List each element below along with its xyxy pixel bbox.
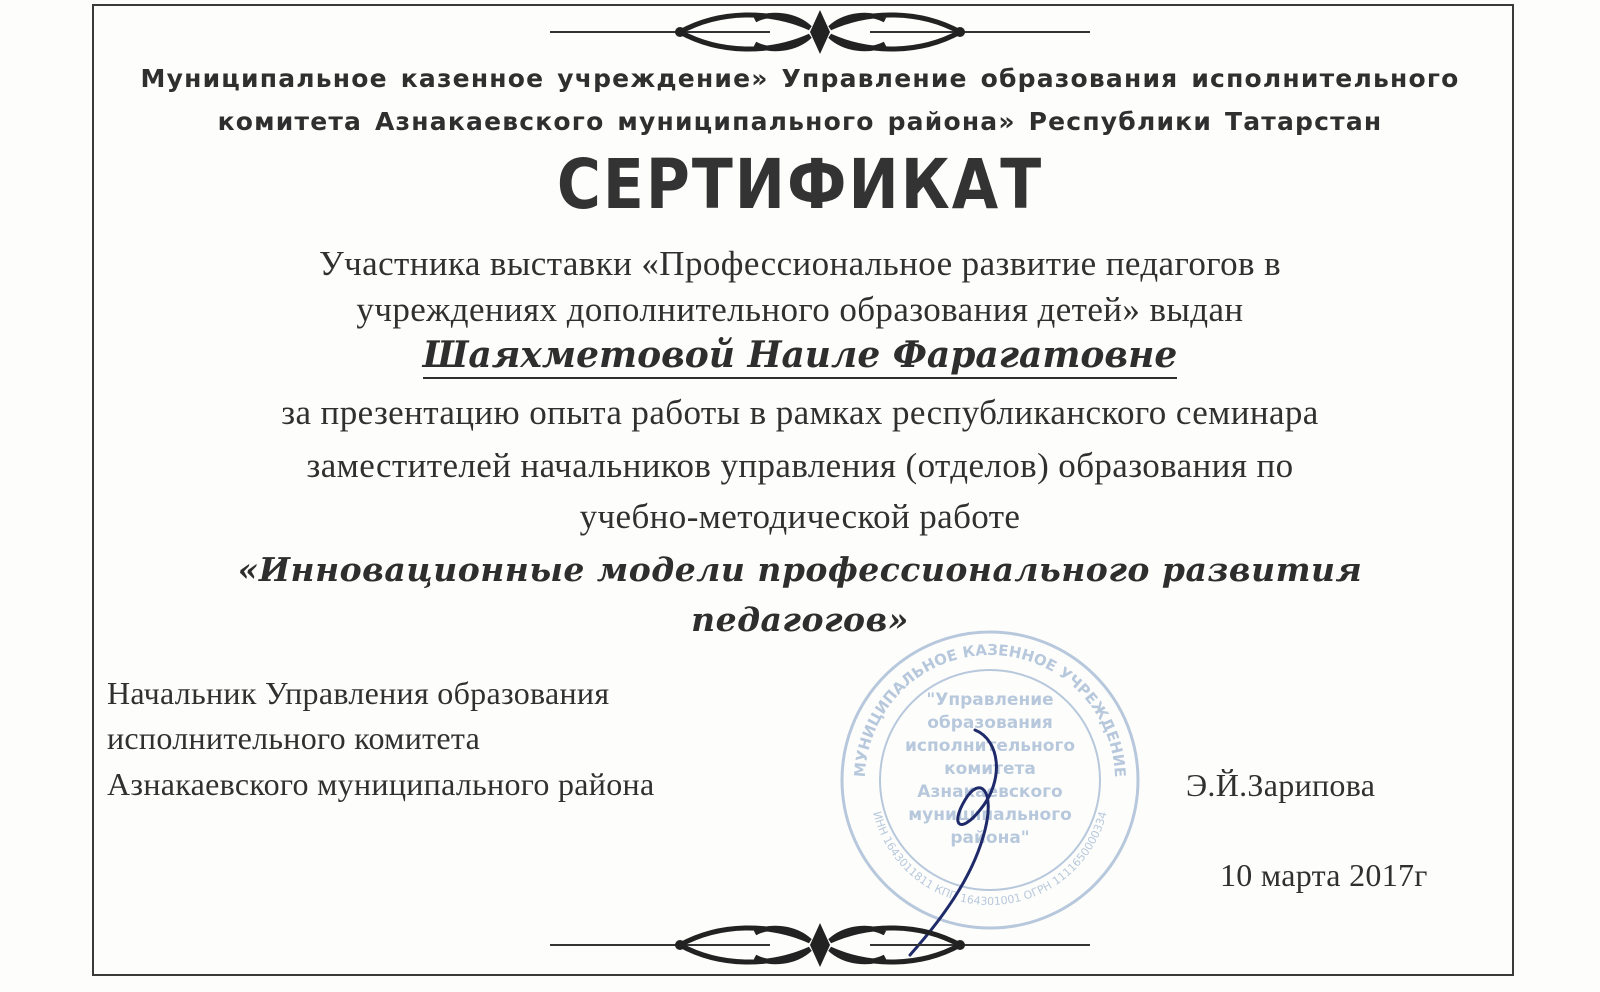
stamp-text-7: района" (950, 828, 1030, 848)
reason-line-1: за презентацию опыта работы в рамках республиканского семинара (281, 393, 1319, 432)
organization-line-1: Муниципальное казенное учреждение» Управление образования исполнительного (140, 64, 1460, 93)
signatory-position-3: Азнакаевского муниципального района (107, 766, 655, 802)
bottom-ornament-icon (540, 915, 1100, 975)
reason-line-2: заместителей начальников управления (отделов) образования по (306, 446, 1294, 485)
top-ornament-icon (540, 2, 1100, 62)
signatory-position-1: Начальник Управления образования (107, 675, 610, 711)
theme-line-2: педагогов» (691, 600, 909, 639)
stamp-text-5: Азнакаевского (917, 782, 1063, 802)
certificate-title: СЕРТИФИКАТ (556, 144, 1044, 226)
signatory-position-2: исполнительного комитета (107, 720, 481, 756)
issue-date: 10 марта 2017г (1220, 857, 1428, 893)
stamp-text-2: образования (927, 713, 1053, 733)
stamp-bottom-ring-text: ИНН 1643011811 КПП 164301001 ОГРН 1111650000334 (870, 810, 1110, 909)
organization-line-2: комитета Азнакаевского муниципального района» Республики Татарстан (217, 107, 1383, 136)
stamp-text-6: муниципального (908, 805, 1072, 825)
stamp-text-3: исполнительного (904, 736, 1076, 756)
award-line-1: Участника выставки «Профессиональное развитие педагогов в (318, 244, 1282, 283)
recipient-name (0, 334, 1600, 376)
award-line-2: учреждениях дополнительного образования детей» выдан (356, 290, 1244, 329)
stamp-text-1: "Управление (926, 690, 1054, 710)
theme-line-1: «Инновационные модели профессионального развития (237, 550, 1363, 589)
stamp-ring-text: МУНИЦИПАЛЬНОЕ КАЗЕННОЕ УЧРЕЖДЕНИЕ (850, 640, 1130, 778)
recipient-name-text: Шаяхметовой Наиле Фарагатовне (423, 334, 1177, 379)
signatory-name: Э.Й.Зарипова (1186, 767, 1376, 803)
reason-line-3: учебно-методической работе (579, 497, 1021, 536)
stamp-text-4: комитета (944, 759, 1036, 779)
